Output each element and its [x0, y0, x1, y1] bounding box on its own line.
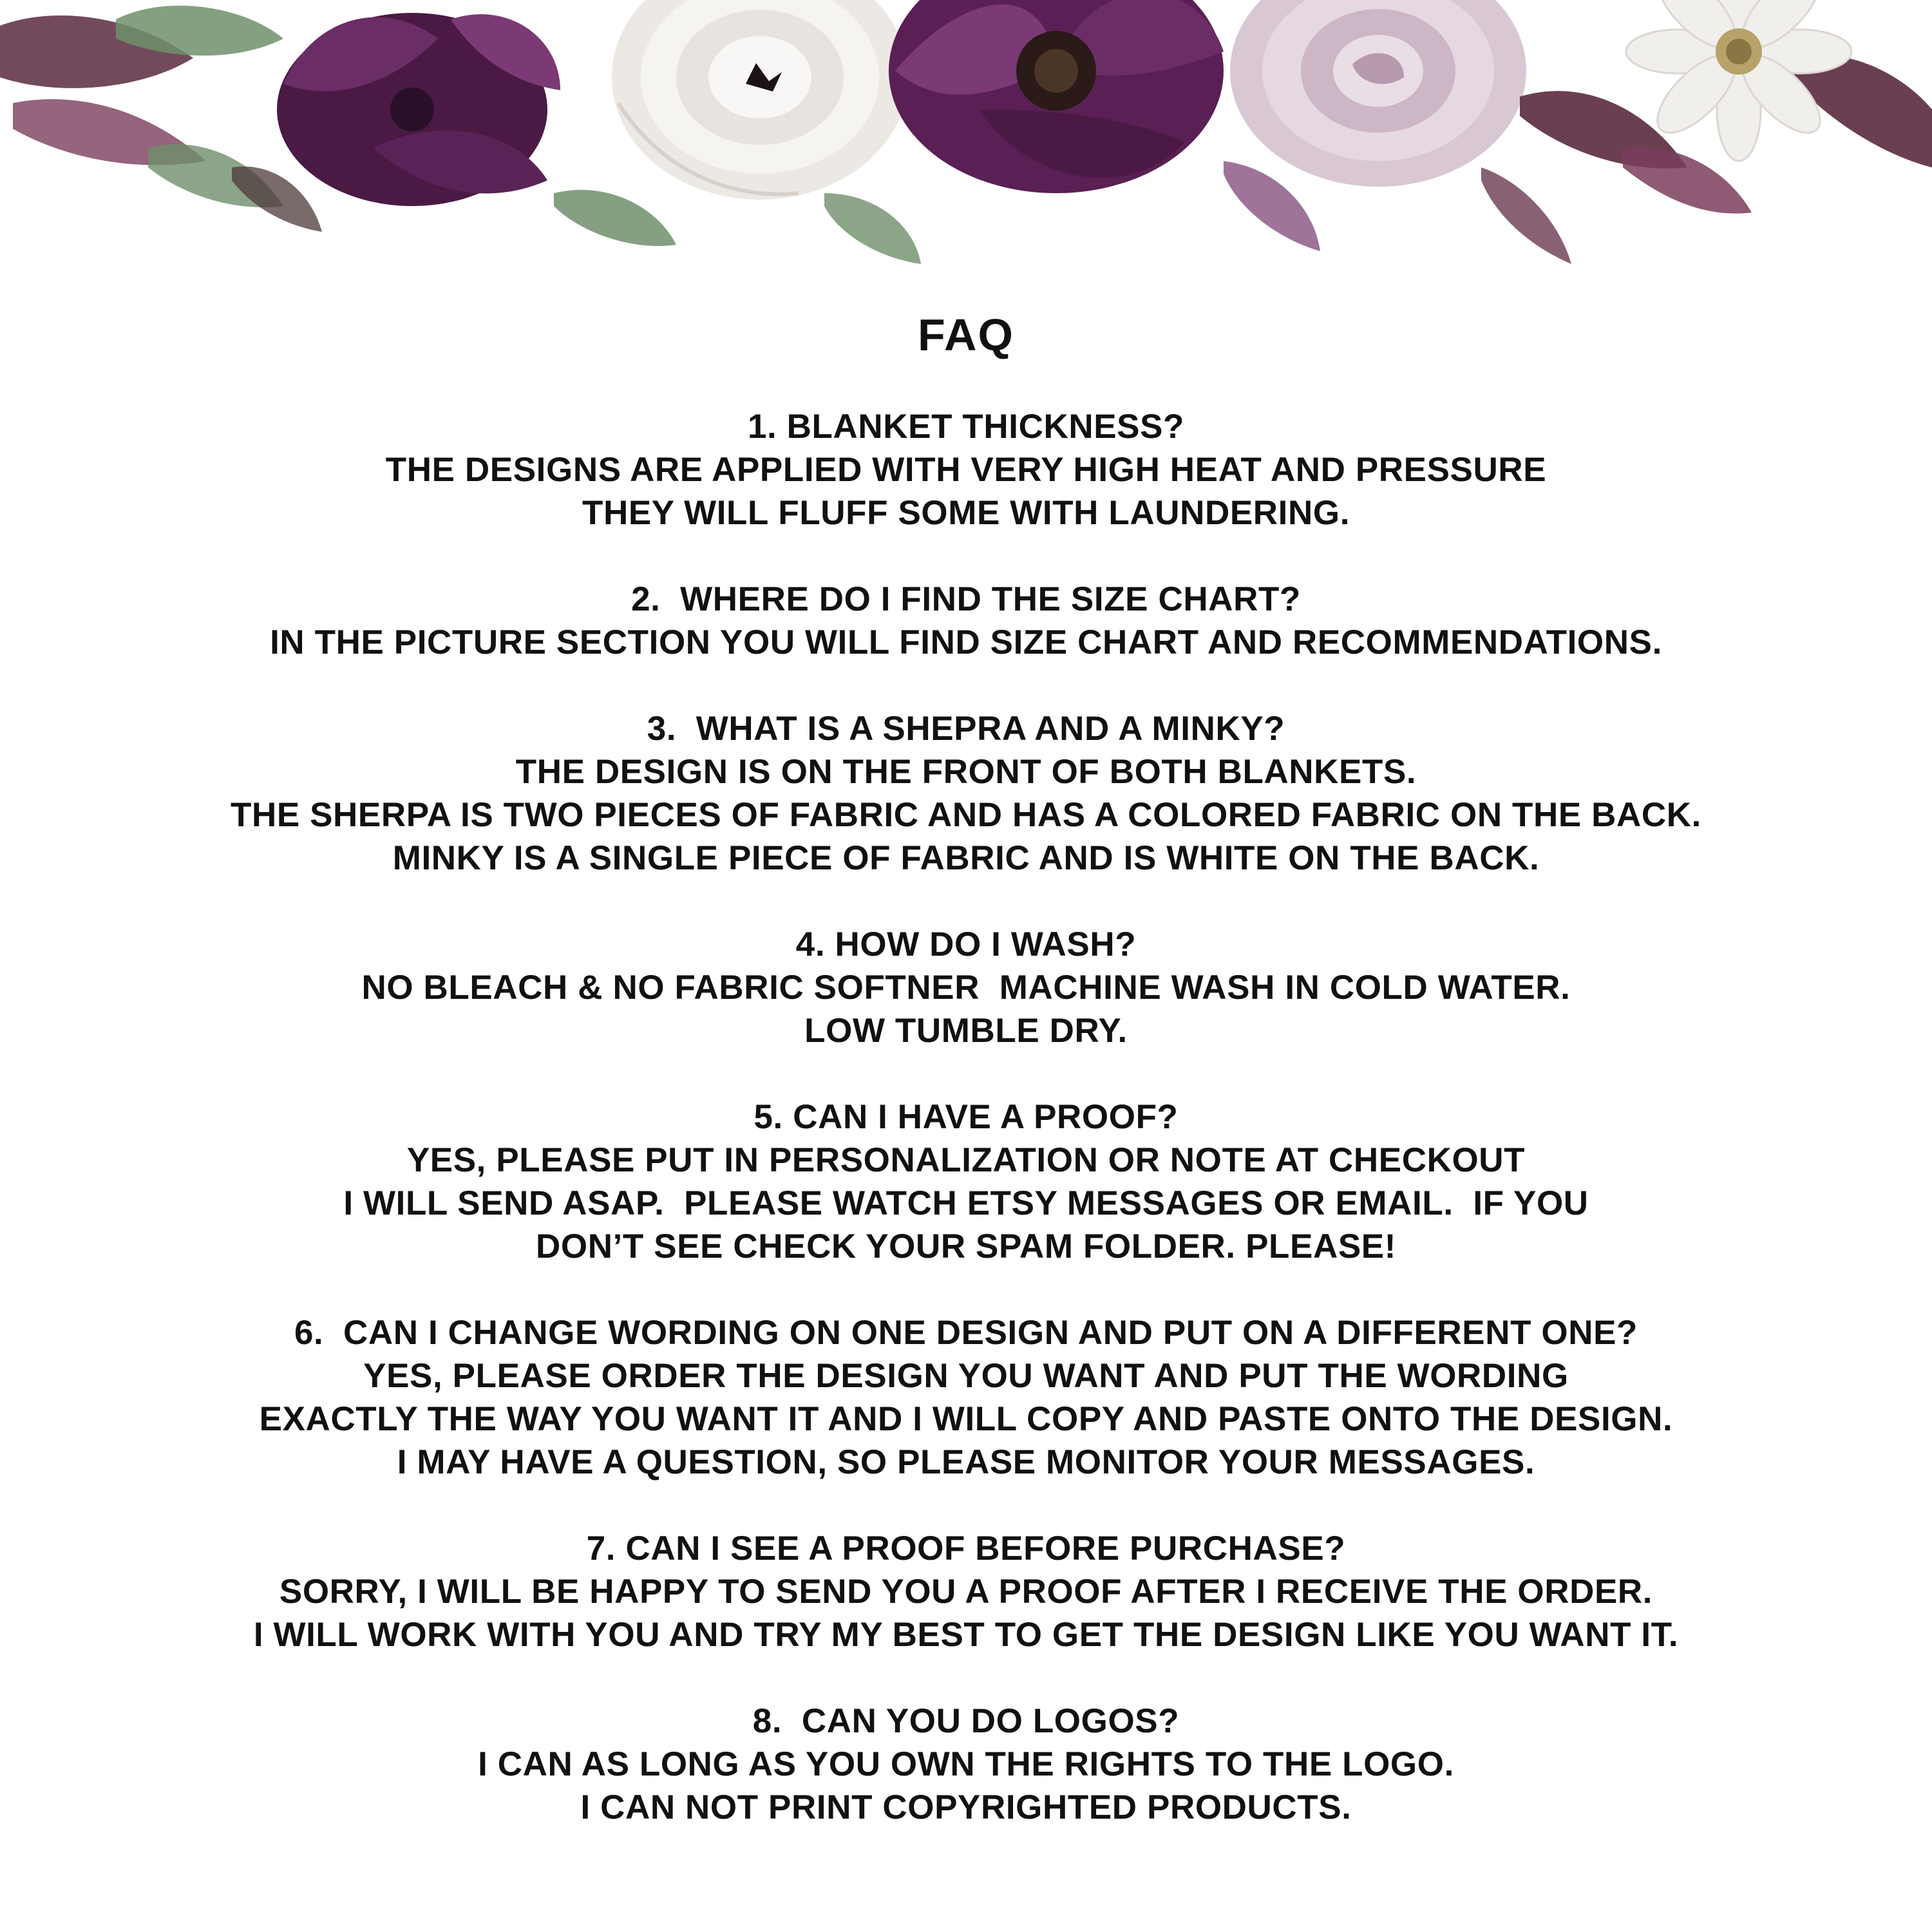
- leaf-cluster-left: [0, 6, 322, 232]
- faq-answer-line: EXACTLY THE WAY YOU WANT IT AND I WILL COPY AND PASTE ONTO THE DESIGN.: [259, 1400, 1673, 1438]
- faq-item: [0, 1095, 1932, 1268]
- faq-answer-line: I CAN AS LONG AS YOU OWN THE RIGHTS TO THE LOGO.: [478, 1745, 1454, 1783]
- faq-question: 2. WHERE DO I FIND THE SIZE CHART?: [631, 580, 1301, 618]
- faq-question: 4. HOW DO I WASH?: [795, 925, 1137, 963]
- floral-banner: [0, 0, 1932, 277]
- faq-question: 1. BLANKET THICKNESS?: [747, 408, 1185, 446]
- faq-answer-line: IN THE PICTURE SECTION YOU WILL FIND SIZE CHART AND RECOMMENDATIONS.: [270, 623, 1662, 661]
- faq-answer-line: THE DESIGN IS ON THE FRONT OF BOTH BLANKETS.: [515, 753, 1417, 791]
- faq-answer-line: YES, PLEASE ORDER THE DESIGN YOU WANT AND PUT THE WORDING: [363, 1357, 1569, 1395]
- faq-answer-line: LOW TUMBLE DRY.: [804, 1012, 1128, 1050]
- faq-answer-line: I WILL SEND ASAP. PLEASE WATCH ETSY MESSAGES OR EMAIL. IF YOU: [343, 1184, 1589, 1222]
- page-title: FAQ: [918, 310, 1014, 360]
- faq-list: [0, 405, 1932, 1872]
- faq-item: [0, 1527, 1932, 1656]
- faq-question: 5. CAN I HAVE A PROOF?: [753, 1098, 1179, 1136]
- faq-question: 7. CAN I SEE A PROOF BEFORE PURCHASE?: [586, 1530, 1346, 1567]
- faq-answer-line: NO BLEACH & NO FABRIC SOFTNER MACHINE WASH IN COLD WATER.: [361, 969, 1571, 1007]
- blush-rose: [1230, 0, 1526, 187]
- faq-answer-line: THEY WILL FLUFF SOME WITH LAUNDERING.: [582, 494, 1350, 532]
- faq-question: 6. CAN I CHANGE WORDING ON ONE DESIGN AND PUT ON A DIFFERENT ONE?: [294, 1314, 1638, 1352]
- faq-item: [0, 405, 1932, 535]
- faq-item: [0, 1311, 1932, 1484]
- purple-dahlia-left: [277, 13, 560, 206]
- faq-answer-line: I MAY HAVE A QUESTION, SO PLEASE MONITOR YOUR MESSAGES.: [397, 1443, 1535, 1481]
- faq-question: 3. WHAT IS A SHEPRA AND A MINKY?: [647, 710, 1285, 748]
- faq-answer-line: YES, PLEASE PUT IN PERSONALIZATION OR NOTE AT CHECKOUT: [406, 1141, 1526, 1179]
- faq-question: 8. CAN YOU DO LOGOS?: [752, 1702, 1180, 1740]
- faq-answer-line: THE DESIGNS ARE APPLIED WITH VERY HIGH HEAT AND PRESSURE: [385, 451, 1547, 489]
- faq-item: [0, 923, 1932, 1052]
- purple-daisy-center: [889, 0, 1224, 193]
- faq-answer-line: I CAN NOT PRINT COPYRIGHTED PRODUCTS.: [580, 1788, 1352, 1826]
- faq-answer-line: THE SHERPA IS TWO PIECES OF FABRIC AND HAS A COLORED FABRIC ON THE BACK.: [230, 796, 1701, 834]
- white-ranunculus: [612, 0, 908, 200]
- faq-item: [0, 578, 1932, 664]
- faq-answer-line: I WILL WORK WITH YOU AND TRY MY BEST TO GET THE DESIGN LIKE YOU WANT IT.: [253, 1616, 1679, 1654]
- faq-answer-line: DON’T SEE CHECK YOUR SPAM FOLDER. PLEASE!: [536, 1227, 1396, 1265]
- faq-item: [0, 1700, 1932, 1829]
- faq-answer-line: MINKY IS A SINGLE PIECE OF FABRIC AND IS WHITE ON THE BACK.: [392, 839, 1540, 877]
- faq-item: [0, 707, 1932, 880]
- faq-answer-line: SORRY, I WILL BE HAPPY TO SEND YOU A PROOF AFTER I RECEIVE THE ORDER.: [279, 1573, 1653, 1611]
